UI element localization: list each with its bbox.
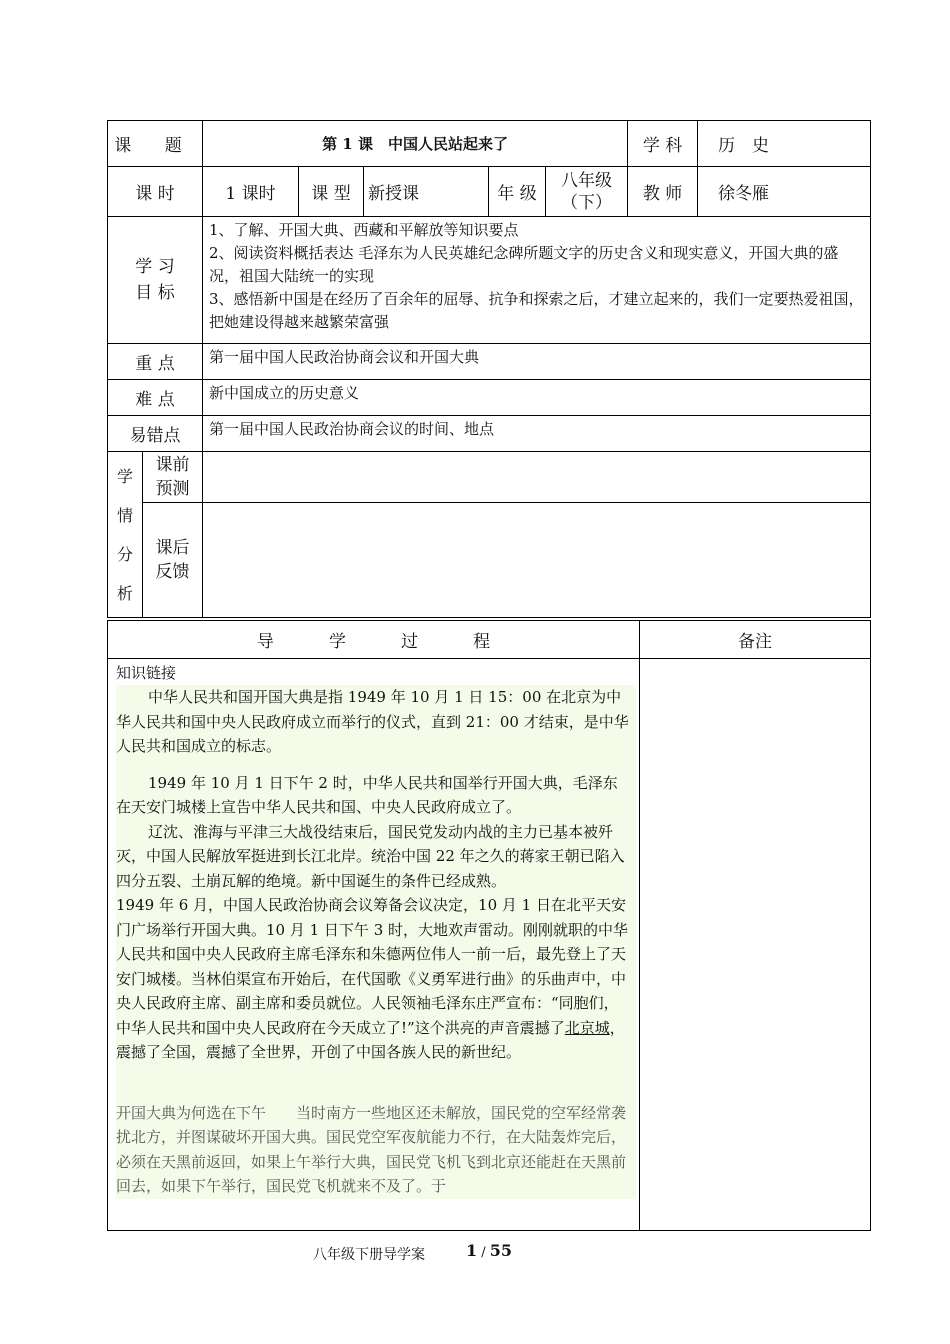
guide-heading-char: 程 bbox=[473, 632, 491, 652]
key-point-label: 重 点 bbox=[108, 344, 203, 380]
paragraph-text: ，震撼了全国，震撼了全世界，开创了中国各族人民的新世纪。 bbox=[116, 1018, 625, 1061]
page-number bbox=[466, 1241, 512, 1260]
paragraph: 1949 年 10 月 1 日下午 2 时，中华人民共和国举行开国大典，毛泽东在天安门城楼上宣告中华人民共和国、中央人民政府成立了。 bbox=[116, 773, 618, 816]
pre-class-label-line2: 预测 bbox=[155, 479, 190, 499]
objectives-label-line2: 目 标 bbox=[135, 283, 175, 303]
objective-item: 3、感悟新中国是在经历了百余年的屈辱、抗争和探索之后，才建立起来的，我们一定要热爱祖国，把她建设得越来越繁荣富强 bbox=[209, 290, 864, 331]
paragraph: 开国大典为何选在下午 当时南方一些地区还未解放，国民党的空军经常袭扰北方，并图谋破坏开国大典。国民党空军夜航能力不行，在大陆轰炸完后，必须在天黑前返回，如果上午举行大典，国民党飞机飞到北京还能赶在天黑前回去，如果下午举行，国民党飞机就来不及了。于 bbox=[116, 1103, 627, 1195]
objectives-label bbox=[108, 217, 203, 344]
lesson-info-table bbox=[107, 120, 871, 618]
paragraph: 中华人民共和国开国大典是指 1949 年 10 月 1 日 15：00 在北京为中华人民共和国中央人民政府成立而举行的仪式，直到 21：00 才结束，是中华人民共和国成立的标志。 bbox=[116, 688, 629, 755]
post-class-label-line2: 反馈 bbox=[155, 562, 190, 582]
objective-item: 2、阅读资料概括表达 毛泽东为人民英雄纪念碑所题文字的历史含义和现实意义，开国大典的盛况，祖国大陆统一的实现 bbox=[209, 244, 839, 285]
guide-content bbox=[108, 659, 640, 1231]
knowledge-link-label: 知识链接 bbox=[116, 664, 177, 682]
subject-value: 历 史 bbox=[698, 121, 871, 167]
error-prone-value: 第一届中国人民政治协商会议的时间、地点 bbox=[203, 416, 871, 452]
hours-value: 1 课时 bbox=[203, 167, 299, 217]
grade-value-line2: （下） bbox=[561, 192, 612, 213]
guide-heading-char: 导 bbox=[256, 632, 274, 652]
notes-heading: 备注 bbox=[640, 621, 871, 659]
pre-class-field[interactable] bbox=[203, 452, 871, 503]
guide-heading-char: 过 bbox=[401, 632, 419, 652]
analysis-char: 析 bbox=[116, 584, 133, 603]
hours-label: 课 时 bbox=[108, 167, 203, 217]
objective-item: 1、了解、开国大典、西藏和平解放等知识要点 bbox=[209, 221, 519, 239]
knowledge-link-body bbox=[116, 685, 636, 1199]
type-value: 新授课 bbox=[364, 167, 489, 217]
topic-value: 第 1 课 中国人民站起来了 bbox=[203, 121, 628, 167]
grade-value-line1: 八年级 bbox=[561, 170, 612, 191]
page-current: 1 bbox=[466, 1241, 478, 1260]
analysis-char: 分 bbox=[116, 545, 133, 564]
paragraph bbox=[116, 893, 630, 1065]
objectives-label-line1: 学 习 bbox=[135, 257, 175, 277]
page-separator: / bbox=[477, 1245, 490, 1260]
difficulty-value: 新中国成立的历史意义 bbox=[203, 380, 871, 416]
pre-class-label bbox=[143, 452, 203, 503]
post-class-label-line1: 课后 bbox=[155, 538, 190, 558]
page-total: 55 bbox=[489, 1241, 513, 1260]
paragraph: 辽沈、淮海与平津三大战役结束后，国民党发动内战的主力已基本被歼灭，中国人民解放军挺进到长江北岸。统治中国 22 年之久的蒋家王朝已陷入四分五裂、土崩瓦解的绝境。新中国诞生的条件已经成熟。 bbox=[116, 822, 625, 890]
topic-label: 课 题 bbox=[108, 121, 203, 167]
analysis-label bbox=[108, 452, 143, 618]
objectives-list bbox=[203, 217, 871, 344]
footer-label: 八年级下册导学案 bbox=[313, 1247, 425, 1263]
teacher-label: 教 师 bbox=[628, 167, 698, 217]
difficulty-label: 难 点 bbox=[108, 380, 203, 416]
guide-table bbox=[107, 620, 871, 1231]
type-label: 课 型 bbox=[299, 167, 364, 217]
analysis-char: 学 bbox=[116, 467, 133, 486]
grade-value bbox=[546, 167, 628, 217]
guide-heading bbox=[108, 621, 640, 659]
teacher-value: 徐冬雁 bbox=[698, 167, 871, 217]
grade-label: 年 级 bbox=[489, 167, 546, 217]
notes-field[interactable] bbox=[640, 659, 871, 1231]
beijing-link[interactable]: 北京城 bbox=[564, 1018, 610, 1037]
post-class-label bbox=[143, 503, 203, 618]
post-class-field[interactable] bbox=[203, 503, 871, 618]
error-prone-label: 易错点 bbox=[108, 416, 203, 452]
guide-heading-char: 学 bbox=[328, 632, 346, 652]
pre-class-label-line1: 课前 bbox=[155, 455, 190, 475]
subject-label: 学 科 bbox=[628, 121, 698, 167]
paragraph-text: 1949 年 6 月，中国人民政治协商会议筹备会议决定，10 月 1 日在北平天安门广场举行开国大典。10 月 1 日下午 3 时，大地欢声雷动。刚刚就职的中华人民共和国中央人民政府主席毛泽东和朱德两位伟人一前一后，最先登上了天安门城楼。当林伯渠宣布开始后，在代国歌《义勇军进行曲》的乐曲声中，中央人民政府主席、副主席和委员就位。人民领袖毛泽东庄严宣布：“同胞们，中华人民共和国中央人民政府在今天成立了!”这个洪亮的声音震撼了 bbox=[116, 896, 629, 1037]
analysis-char: 情 bbox=[116, 506, 133, 525]
key-point-value: 第一届中国人民政治协商会议和开国大典 bbox=[203, 344, 871, 380]
